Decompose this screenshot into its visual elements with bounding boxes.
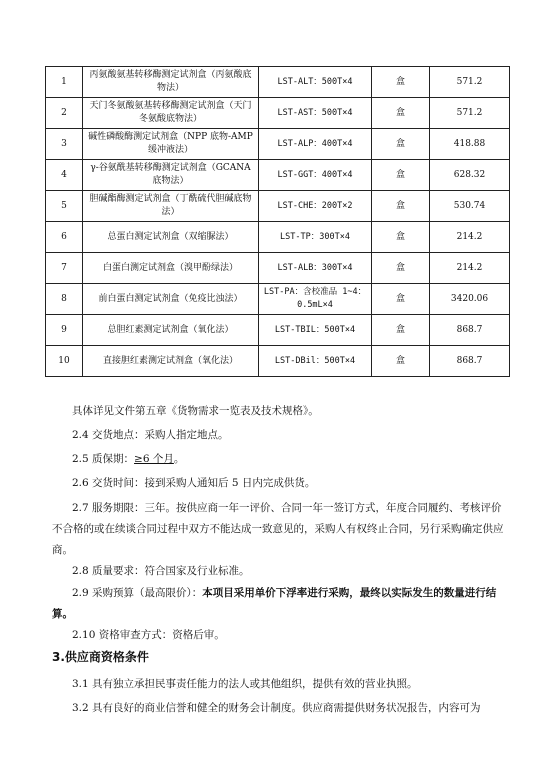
row-number: 10 xyxy=(46,346,83,377)
unit-price: 418.88 xyxy=(430,129,510,160)
product-unit: 盒 xyxy=(372,315,430,346)
product-name: 前白蛋白测定试剂盒（免疫比浊法） xyxy=(83,284,259,315)
product-spec: LST-CHE：200T×2 xyxy=(259,191,372,222)
unit-price: 530.74 xyxy=(430,191,510,222)
unit-price: 571.2 xyxy=(430,98,510,129)
qualification-review: 2.10 资格审查方式：资格后审。 xyxy=(72,629,225,641)
product-spec: LST-DBil：500T×4 xyxy=(259,346,372,377)
table-row xyxy=(46,98,510,129)
qualification-3-2: 3.2 具有良好的商业信誉和健全的财务会计制度。供应商需提供财务状况报告，内容可为 xyxy=(72,702,481,714)
product-name: 总胆红素测定试剂盒（氧化法） xyxy=(83,315,259,346)
unit-price: 868.7 xyxy=(430,346,510,377)
budget-detail: 本项目采用单价下浮率进行采购，最终以实际发生的数量进行结算。 xyxy=(52,587,497,620)
warranty-value: ≥6 个月 xyxy=(134,453,174,465)
product-unit: 盒 xyxy=(372,98,430,129)
table-row xyxy=(46,284,510,315)
unit-price: 628.32 xyxy=(430,160,510,191)
table-row xyxy=(46,160,510,191)
row-number: 6 xyxy=(46,222,83,253)
table-body xyxy=(46,67,510,377)
table-row xyxy=(46,346,510,377)
product-unit: 盒 xyxy=(372,160,430,191)
product-name: γ-谷氨酰基转移酶测定试剂盒（GCANA 底物法） xyxy=(83,160,259,191)
table-row xyxy=(46,191,510,222)
unit-price: 3420.06 xyxy=(430,284,510,315)
warranty-label: 2.5 质保期： xyxy=(72,453,135,465)
table-row xyxy=(46,222,510,253)
delivery-location: 2.4 交货地点：采购人指定地点。 xyxy=(72,429,229,441)
table-row xyxy=(46,67,510,98)
table-row xyxy=(46,253,510,284)
product-spec: LST-AST：500T×4 xyxy=(259,98,372,129)
table-row xyxy=(46,129,510,160)
product-name: 碱性磷酸酶测定试剂盒（NPP 底物-AMP 缓冲液法） xyxy=(83,129,259,160)
product-name: 天门冬氨酸氨基转移酶测定试剂盒（天门冬氨酸底物法） xyxy=(83,98,259,129)
unit-price: 868.7 xyxy=(430,315,510,346)
unit-price: 214.2 xyxy=(430,222,510,253)
product-name: 直接胆红素测定试剂盒（氧化法） xyxy=(83,346,259,377)
quality-requirement: 2.8 质量要求：符合国家及行业标准。 xyxy=(72,565,250,577)
unit-price: 214.2 xyxy=(430,253,510,284)
row-number: 7 xyxy=(46,253,83,284)
procurement-budget xyxy=(52,583,512,625)
row-number: 9 xyxy=(46,315,83,346)
product-unit: 盒 xyxy=(372,222,430,253)
table-row xyxy=(46,315,510,346)
unit-price: 571.2 xyxy=(430,67,510,98)
row-number: 4 xyxy=(46,160,83,191)
product-unit: 盒 xyxy=(372,346,430,377)
row-number: 5 xyxy=(46,191,83,222)
product-name: 丙氨酸氨基转移酶测定试剂盒（丙氨酸底物法） xyxy=(83,67,259,98)
reagent-price-table xyxy=(45,66,510,377)
product-spec: LST-ALT：500T×4 xyxy=(259,67,372,98)
product-spec: LST-ALP：400T×4 xyxy=(259,129,372,160)
product-unit: 盒 xyxy=(372,67,430,98)
product-unit: 盒 xyxy=(372,129,430,160)
product-spec: LST-ALB：300T×4 xyxy=(259,253,372,284)
delivery-time: 2.6 交货时间：接到采购人通知后 5 日内完成供货。 xyxy=(72,477,316,489)
warranty-suffix: 。 xyxy=(173,453,185,465)
row-number: 3 xyxy=(46,129,83,160)
product-spec: LST-GGT：400T×4 xyxy=(259,160,372,191)
product-spec: LST-TBIL：500T×4 xyxy=(259,315,372,346)
detail-note: 具体详见文件第五章《货物需求一览表及技术规格》。 xyxy=(72,405,319,417)
section-3-heading: 3.供应商资格条件 xyxy=(52,650,149,664)
product-name: 白蛋白测定试剂盒（溴甲酚绿法） xyxy=(83,253,259,284)
product-name: 总蛋白测定试剂盒（双缩脲法） xyxy=(83,222,259,253)
row-number: 8 xyxy=(46,284,83,315)
row-number: 2 xyxy=(46,98,83,129)
product-name: 胆碱酯酶测定试剂盒（丁酰硫代胆碱底物法） xyxy=(83,191,259,222)
product-unit: 盒 xyxy=(372,253,430,284)
product-unit: 盒 xyxy=(372,191,430,222)
budget-label: 2.9 采购预算（最高限价）： xyxy=(72,587,203,599)
warranty-period xyxy=(52,450,512,468)
product-unit: 盒 xyxy=(372,284,430,315)
row-number: 1 xyxy=(46,67,83,98)
qualification-3-1: 3.1 具有独立承担民事责任能力的法人或其他组织，提供有效的营业执照。 xyxy=(72,678,418,690)
product-spec: LST-PA：含校准品 1~4：0.5mL×4 xyxy=(259,284,372,315)
product-spec: LST-TP：300T×4 xyxy=(259,222,372,253)
service-period: 2.7 服务期限：三年。按供应商一年一评价、合同一年一签订方式，年度合同履约、考核评价不合格的或在续谈合同过程中双方不能达成一致意见的，采购人有权终止合同，另行采购确定供应商。 xyxy=(52,502,504,556)
